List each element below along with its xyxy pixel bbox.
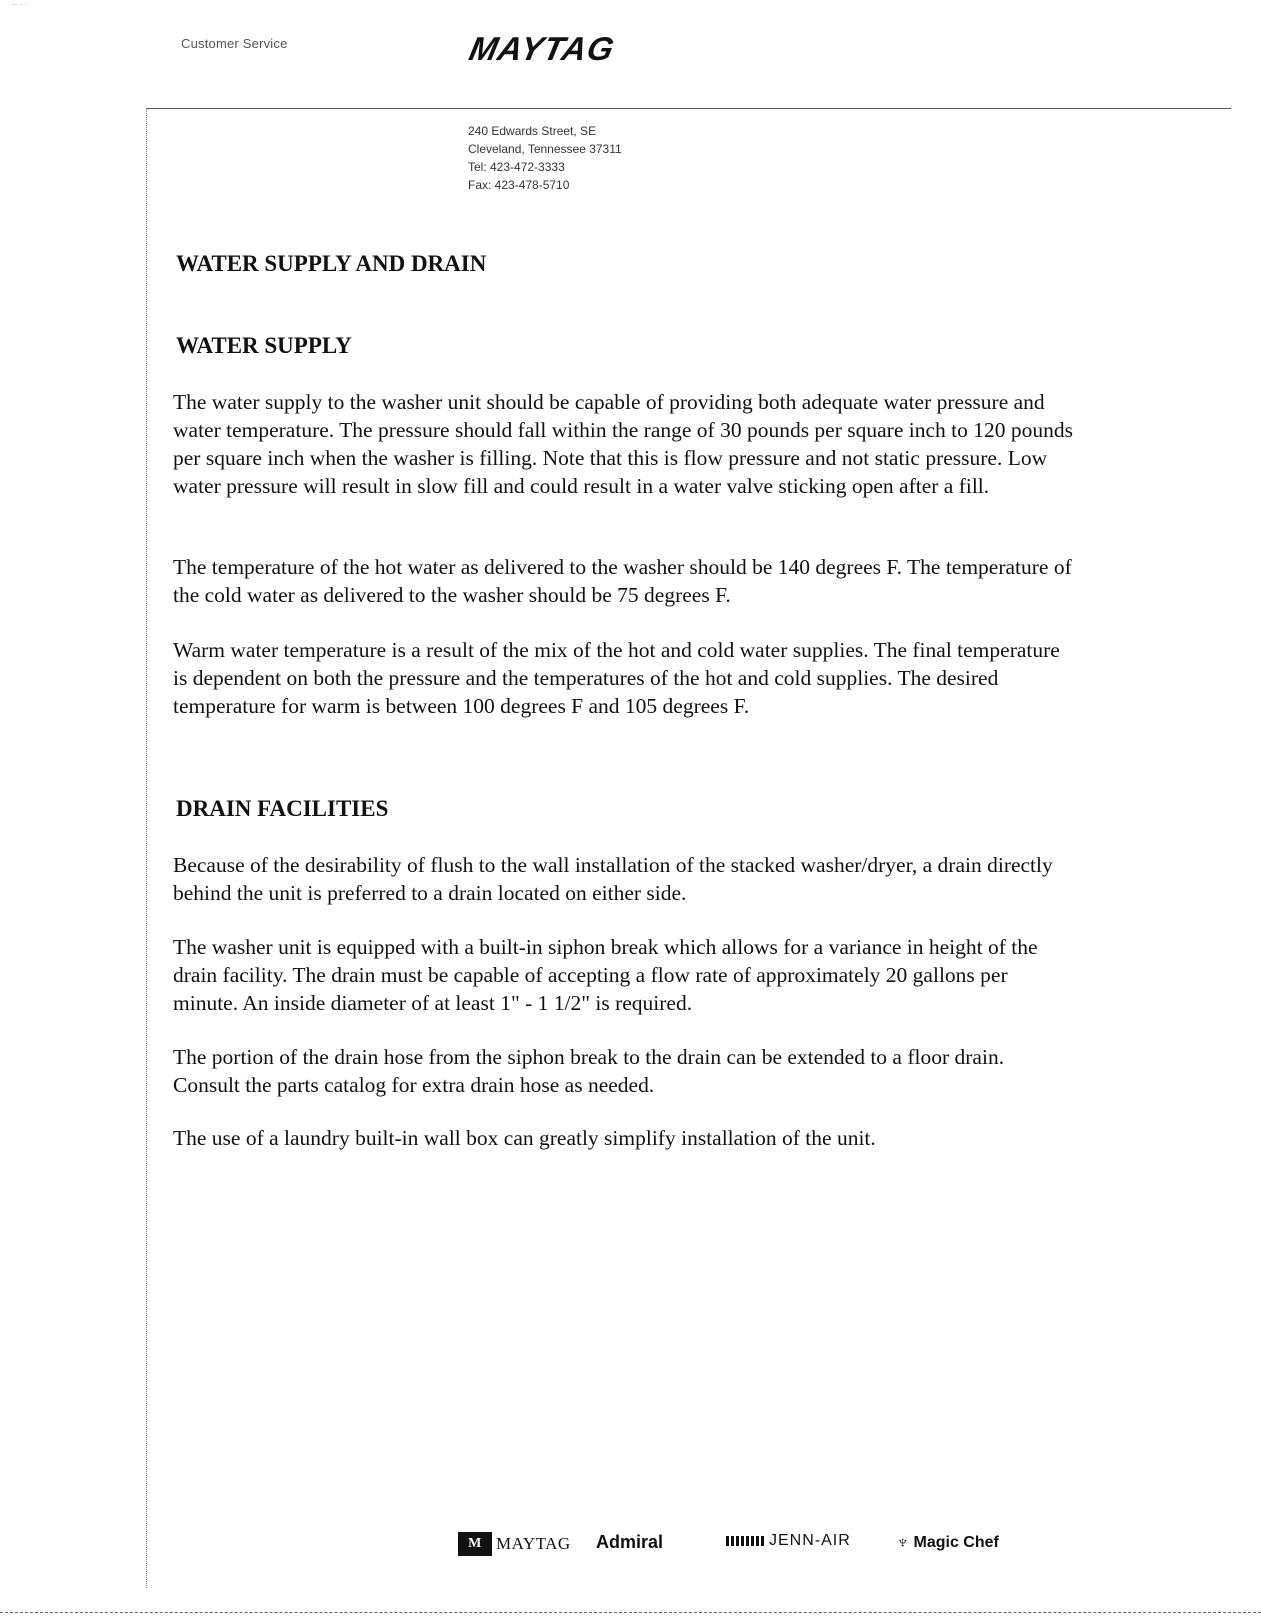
paragraph-water-temperature: The temperature of the hot water as delivered to the washer should be 140 degrees F. The temperature of the cold water as delivered to the washer should be 75 degrees F. — [173, 555, 1072, 607]
paragraph-siphon-break: The washer unit is equipped with a built-in siphon break which allows for a variance in height of the drain facility. The drain must be capable of accepting a flow rate of approximately 20 gallons per minute. An inside diameter of at least 1" - 1 1/2" is required. — [173, 935, 1038, 1015]
maytag-brand-label: MAYTAG — [496, 1534, 571, 1553]
address-fax: Fax: 423-478-5710 — [468, 178, 570, 192]
document-title: WATER SUPPLY AND DRAIN — [176, 251, 487, 276]
section-heading-water-supply: WATER SUPPLY — [176, 333, 352, 358]
margin-rule — [146, 108, 147, 1588]
chef-hat-icon: ♆ — [896, 1532, 910, 1552]
address-block — [468, 122, 622, 194]
section-heading-drain-facilities: DRAIN FACILITIES — [176, 796, 389, 821]
paragraph-wall-box: The use of a laundry built-in wall box can greatly simplify installation of the unit. — [173, 1126, 876, 1150]
jennair-brand — [726, 1532, 851, 1550]
magic-chef-brand — [896, 1532, 999, 1553]
paragraph-drain-hose: The portion of the drain hose from the siphon break to the drain can be extended to a floor drain. Consult the parts catalog for extra drain hose as needed. — [173, 1045, 1005, 1097]
department-label: Customer Service — [181, 36, 288, 51]
jennair-stripes-icon — [726, 1536, 766, 1546]
paragraph-drain-location: Because of the desirability of flush to the wall installation of the stacked washer/dryer, a drain directly behind the unit is preferred to a drain located on either side. — [173, 853, 1053, 905]
address-tel: Tel: 423-472-3333 — [468, 160, 565, 174]
paragraph-water-pressure: The water supply to the washer unit should be capable of providing both adequate water pressure and water temperature. The pressure should fall within the range of 30 pounds per square inch to 120 pounds per square inch when the washer is filling. Note that this is flow pressure and not static pressure. Low water pressure will result in slow fill and could result in a water valve sticking open after a fill. — [173, 390, 1073, 498]
maytag-logo: MAYTAG — [466, 30, 619, 67]
header-rule — [146, 108, 1231, 109]
maytag-brand — [458, 1532, 571, 1556]
address-city: Cleveland, Tennessee 37311 — [468, 142, 622, 156]
address-street: 240 Edwards Street, SE — [468, 124, 597, 138]
admiral-brand-label: Admiral — [596, 1532, 664, 1552]
maytag-m-icon: M — [458, 1532, 492, 1556]
jennair-brand-label: JENN-AIR — [769, 1532, 851, 1549]
page-edge-rule — [0, 1612, 1261, 1613]
paragraph-warm-water: Warm water temperature is a result of the mix of the hot and cold water supplies. The final temperature is dependent on both the pressure and the temperatures of the hot and cold supplies. The desired temperature for warm is between 100 degrees F and 105 degrees F. — [173, 638, 1060, 718]
magic-chef-brand-label: Magic Chef — [913, 1533, 999, 1551]
footer-brand-logos — [458, 1528, 1038, 1560]
admiral-brand — [596, 1532, 663, 1553]
scan-artifact: ·· · · — [12, 0, 28, 9]
